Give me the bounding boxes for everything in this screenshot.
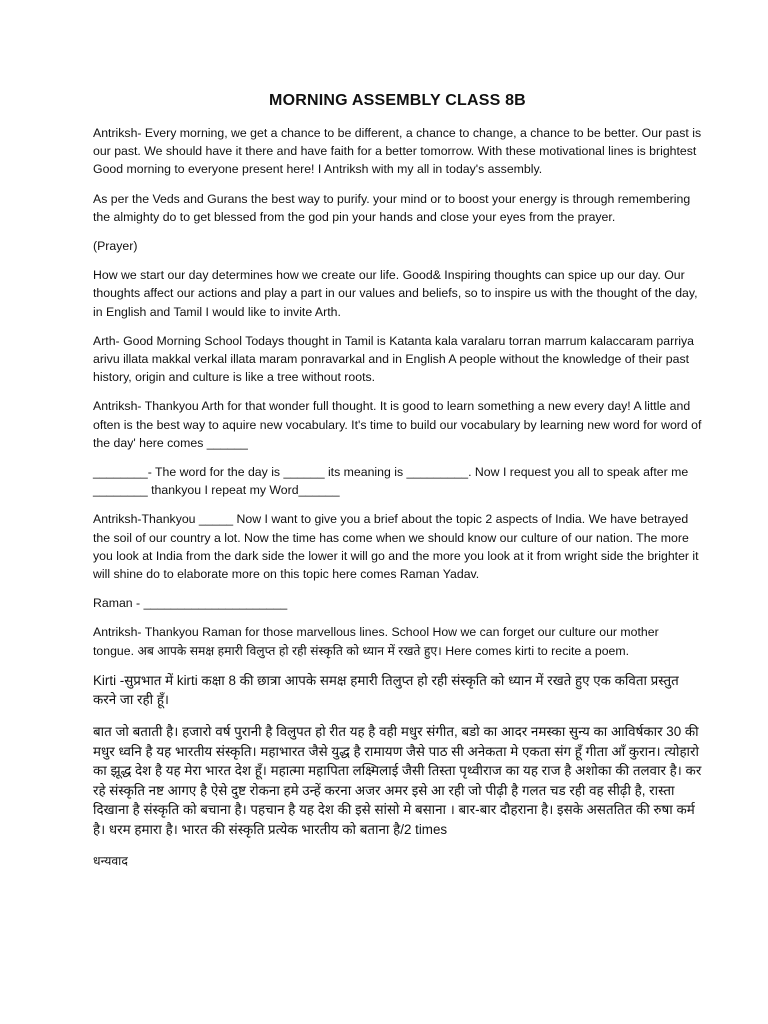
paragraph-prayer-intro: As per the Veds and Gurans the best way to purify. your mind or to boost your energy is through remembering the almighty do to get blessed from the god pin your hands and close your eyes from the prayer. xyxy=(93,191,691,224)
signoff-text: धन्यवाद xyxy=(93,853,128,868)
paragraph-kirti: Kirti -सुप्रभात में kirti कक्षा 8 की छात्रा आपके समक्ष हमारी तिलुप्त हो रही संस्कृति को ध्यान में रखते हुए एक कविता प्रस्तुत करने जा रही हूँ। xyxy=(93,672,679,708)
paragraph-intro: Antriksh- Every morning, we get a chance to be different, a chance to change, a chance to be better. Our past is our past. We should have it there and have faith for a better tomorrow. With these motivational lines is brightest Good morning to everyone present here! I Antriksh with my all in today's assembly. xyxy=(93,126,702,177)
paragraph-topic-intro: Antriksh-Thankyou _____ Now I want to give you a brief about the topic 2 aspects of India. We have betrayed the soil of our country a lot. Now the time has come when we should know our culture of our nation. The more you look at India from the dark side the lower it will go and the more you look at it from wright side the brighter it will shine do to elaborate more on this topic here comes Raman Yadav. xyxy=(93,512,699,582)
paragraph-thought-intro: How we start our day determines how we create our life. Good& Inspiring thoughts can spice up our day. Our thoughts affect our actions and play a part in our values and beliefs, so to inspire us with the thought of the day, in English and Tamil I would like to invite Arth. xyxy=(93,268,698,319)
paragraph-thought: Arth- Good Morning School Todays thought in Tamil is Katanta kala varalaru torran marrum kalaccaram parriya arivu illata makkal verkal illata maram ponravarkal and in English A people without the knowledge of their past history, origin and culture is like a tree without roots. xyxy=(93,333,695,385)
paragraph-prayer: (Prayer) xyxy=(93,239,138,254)
paragraph-vocabulary-intro: Antriksh- Thankyou Arth for that wonder full thought. It is good to learn something a new every day! A little and often is the best way to aquire new vocabulary. It's time to build our vocabulary by learning new word for word of the day' here comes ______ xyxy=(93,399,702,450)
paragraph-raman: Raman - _____________________ xyxy=(93,596,288,611)
paragraph-poem-intro: Antriksh- Thankyou Raman for those marvellous lines. School How we can forget our culture our mother tongue. अब आपके समक्ष हमारी विलुप्त हो रही संस्कृति को ध्यान में रखते हुए। Here comes kirti to recite a poem. xyxy=(93,625,659,658)
paragraph-poem: बात जो बताती है। हजारो वर्ष पुरानी है विलुपत हो रीत यह है वही मधुर संगीत, बडो का आदर नमस्का सुन्य का आविर्षकार 30 की मधुर ध्वनि है यह भारतीय संस्कृति। महाभारत जैसे युद्ध है रामायण जैसे पाठ सी अनेकता मे एकता संग हूँ गीता आँ कुरान। त्योहारो का झूद्ध देश है यह मेरा भारत देश हूँ। महात्मा महापिता लक्ष्मिलाई जैसी तिस्ता पृथ्वीराज का यह राज है अशोका की तलवार है। कर रहे संस्कृति नष्ट आगए है ऐसे दुष्ट रोकना हमे उन्हें करना अजर अमर इसे आ रही जो पीढ़ी है गलत चड रही वह सीढ़ी है, रास्ता दिखाना है संस्कृति को बचाना है। पहचान है यह देश की इसे सांसो मे बसाना । बार-बार दौहराना है। इसके असततित की रुषा कर्म है। धरम हमारा है। भारत की संस्कृति प्रत्येक भारतीय को बताना है/2 times xyxy=(93,724,702,838)
paragraph-word-of-day: ________- The word for the day is ______ its meaning is _________. Now I request you all to speak after me ________ thankyou I repeat my Word______ xyxy=(93,465,689,498)
document-title: MORNING ASSEMBLY CLASS 8B xyxy=(269,92,526,109)
